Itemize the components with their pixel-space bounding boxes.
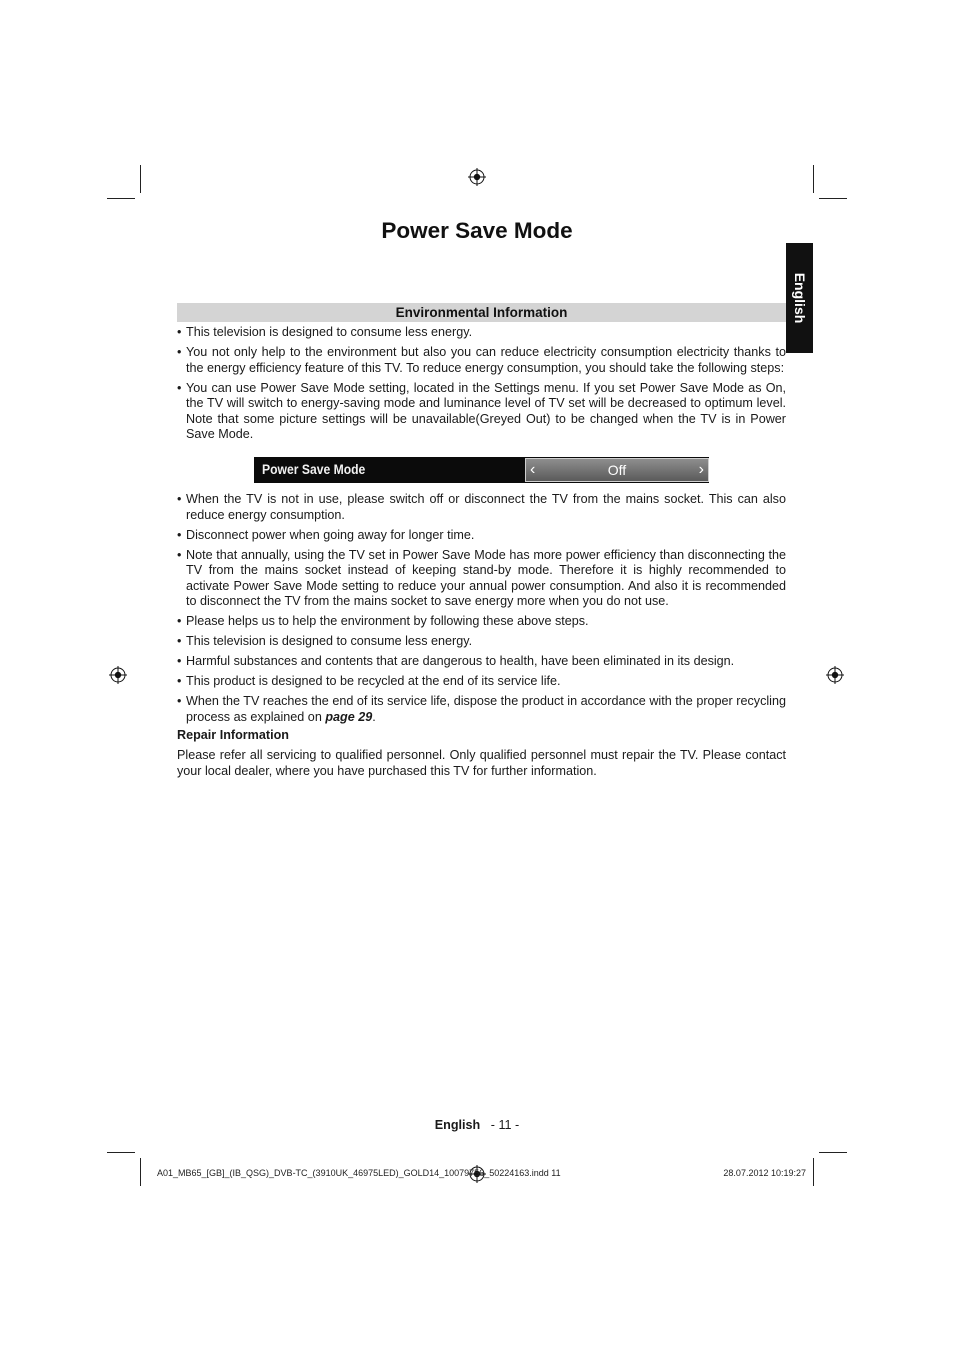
print-file-info: A01_MB65_[GB]_(IB_QSG)_DVB-TC_(3910UK_46975LED)_GOLD14_10079756_50224163.indd 11 [157,1168,561,1178]
registration-target-icon [826,666,844,684]
page-number: - 11 - [490,1118,520,1132]
osd-setting-label: Power Save Mode [262,462,366,477]
list-item: • This television is designed to consume less energy. [177,634,786,650]
list-item-text: When the TV reaches the end of its service life, dispose the product in accordance with the proper recycling process as explained on [186,694,786,724]
repair-text: Please refer all servicing to qualified personnel. Only qualified personnel must repair the TV. Please contact your local dealer, where you have purchased this TV for further information. [177,748,786,778]
list-item: • Please helps us to help the environment by following these above steps. [177,614,786,630]
print-datetime: 28.07.2012 10:19:27 [723,1168,806,1178]
list-item: • This television is designed to consume less energy. [177,325,786,341]
chevron-right-icon: › [698,461,704,478]
list-item [177,694,786,725]
power-save-mode-osd [254,457,709,483]
crop-mark [819,1152,847,1153]
registration-target-icon [468,168,486,186]
list-item: • Disconnect power when going away for longer time. [177,528,786,544]
crop-mark [813,1158,814,1186]
crop-mark [140,165,141,193]
list-item: • Harmful substances and contents that are dangerous to health, have been eliminated in its design. [177,654,786,670]
environment-bullets-top [177,325,786,447]
language-tab [786,243,813,353]
chevron-left-icon: ‹ [530,461,536,478]
crop-mark [140,1158,141,1186]
footer-language: English [434,1118,481,1132]
list-item: • Note that annually, using the TV set in Power Save Mode has more power efficiency than disconnecting the TV from the mains socket instead of keeping stand-by mode. Therefore it is highly recommended to activate Power Save Mode setting to reduce your annual power consumption. And also it is recommended to disconnect the TV from the mains socket to save energy more when you do not use. [177,548,786,610]
registration-target-icon [109,666,127,684]
list-item: • This product is designed to be recycled at the end of its service life. [177,674,786,690]
list-item: • You not only help to the environment but also you can reduce electricity consumption electricity thanks to the energy efficiency feature of this TV. To reduce energy consumption, you should take the following steps: [177,345,786,376]
crop-mark [819,198,847,199]
osd-setting-value: Off [607,462,627,478]
crop-mark [813,165,814,193]
language-tab-label: English [791,272,808,324]
repair-heading: Repair Information [177,728,289,742]
page-title: Power Save Mode [381,218,573,243]
section-heading-environmental: Environmental Information [177,303,786,322]
list-item: • When the TV is not in use, please switch off or disconnect the TV from the mains socket. This can also reduce energy consumption. [177,492,786,523]
page-footer [0,1118,954,1132]
crop-mark [107,198,135,199]
list-item-end: . [372,709,376,724]
list-item: • You can use Power Save Mode setting, located in the Settings menu. If you set Power Save Mode as On, the TV will switch to energy-saving mode and luminance level of TV set will be decreased to optimum level. Note that some picture settings will be unavailable(Greyed Out) to be changed when the TV is in Power Save Mode. [177,381,786,443]
osd-value-selector [525,458,709,482]
environment-bullets-bottom [177,492,786,730]
page-reference: page 29 [325,709,373,724]
crop-mark [107,1152,135,1153]
